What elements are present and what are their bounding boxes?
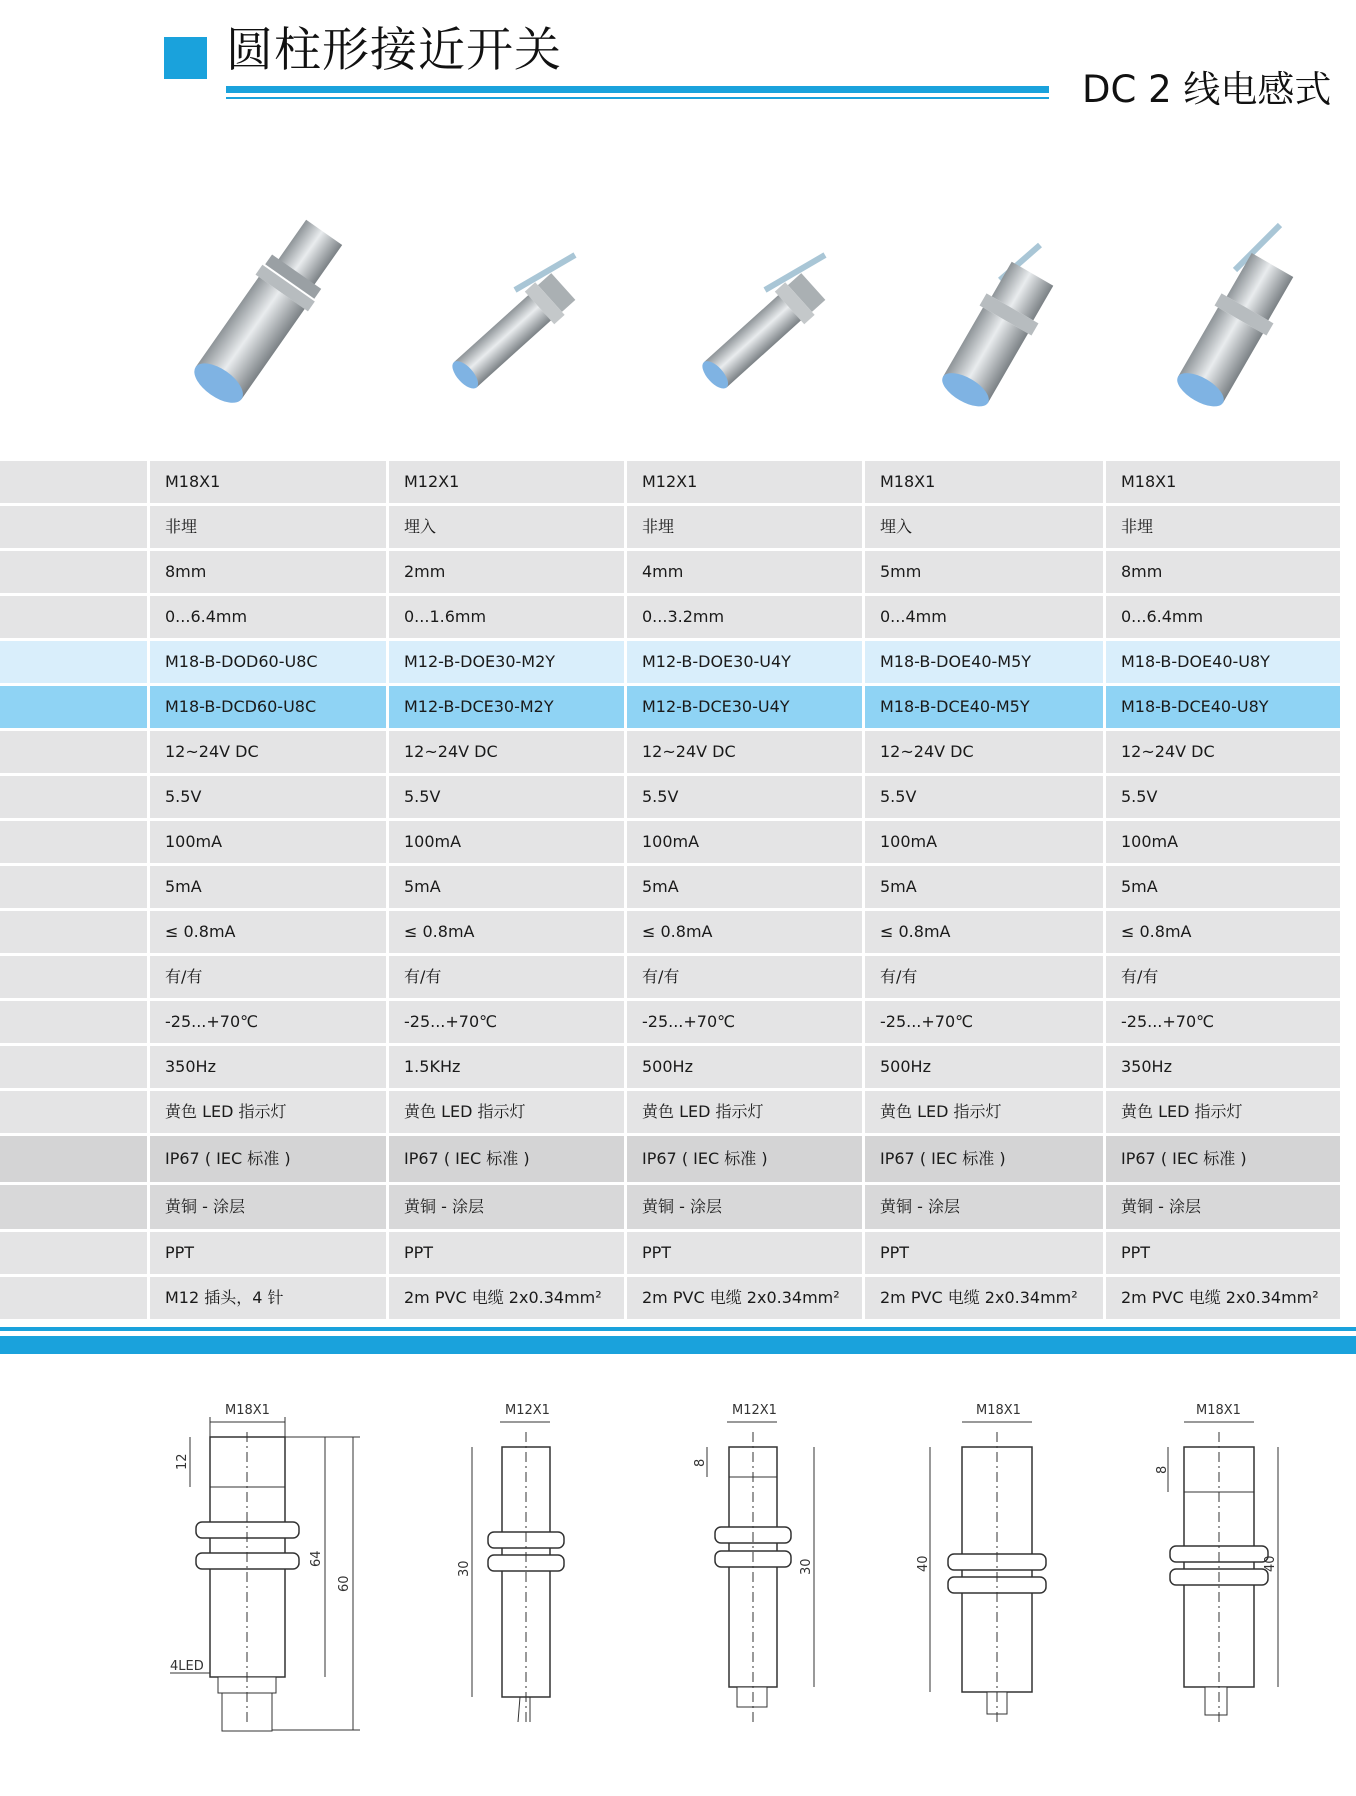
spec-cell: -25...+70℃ — [389, 1001, 627, 1046]
spec-cell: M12X1 — [627, 461, 865, 506]
spec-cell: ≤ 0.8mA — [1106, 911, 1340, 956]
spec-row-label-cell — [0, 1001, 150, 1046]
spec-cell: 12~24V DC — [1106, 731, 1340, 776]
page-title: 圆柱形接近开关 — [226, 23, 562, 78]
spec-cell: M12-B-DOE30-U4Y — [627, 641, 865, 686]
spec-cell: 有/有 — [865, 956, 1106, 1001]
spec-row — [0, 551, 1340, 596]
spec-cell: 有/有 — [389, 956, 627, 1001]
drawing-dim-label: 8 — [1155, 1465, 1170, 1474]
drawing-thread-label: M12X1 — [732, 1403, 777, 1418]
spec-cell: ≤ 0.8mA — [627, 911, 865, 956]
sensor-cable-m18-photo-icon — [890, 210, 1110, 420]
spec-cell: M12-B-DCE30-M2Y — [389, 686, 627, 731]
spec-cell: 埋入 — [865, 506, 1106, 551]
spec-cell: 黄铜 - 涂层 — [1106, 1185, 1340, 1232]
spec-cell: 5.5V — [150, 776, 389, 821]
spec-cell: 2m PVC 电缆 2x0.34mm² — [1106, 1277, 1340, 1322]
spec-cell: ≤ 0.8mA — [389, 911, 627, 956]
title-underline-thin — [226, 97, 1049, 99]
spec-cell: IP67 ( IEC 标准 ) — [627, 1136, 865, 1185]
spec-cell: M18-B-DCE40-U8Y — [1106, 686, 1340, 731]
spec-row-label-cell — [0, 911, 150, 956]
spec-row — [0, 1046, 1340, 1091]
spec-cell: -25...+70℃ — [865, 1001, 1106, 1046]
spec-cell: M12X1 — [389, 461, 627, 506]
spec-cell: 非埋 — [1106, 506, 1340, 551]
spec-cell: 有/有 — [627, 956, 865, 1001]
spec-cell: -25...+70℃ — [1106, 1001, 1340, 1046]
spec-row-label-cell — [0, 686, 150, 731]
spec-cell: 0...4mm — [865, 596, 1106, 641]
spec-cell: 5mA — [150, 866, 389, 911]
spec-cell: 100mA — [1106, 821, 1340, 866]
drawing-dim-label: 30 — [799, 1558, 814, 1575]
spec-row — [0, 1232, 1340, 1277]
spec-cell: IP67 ( IEC 标准 ) — [389, 1136, 627, 1185]
section-divider-thick — [0, 1336, 1356, 1354]
dimension-drawing-5 — [1150, 1392, 1300, 1740]
spec-row — [0, 776, 1340, 821]
spec-row — [0, 686, 1340, 731]
spec-table — [0, 461, 1340, 1322]
spec-cell: 非埋 — [150, 506, 389, 551]
spec-cell: ≤ 0.8mA — [150, 911, 389, 956]
spec-cell: 2m PVC 电缆 2x0.34mm² — [389, 1277, 627, 1322]
title-accent-square — [164, 37, 207, 79]
spec-row-label-cell — [0, 1091, 150, 1136]
product-photo-2 — [405, 210, 625, 420]
dimension-drawing-3 — [692, 1392, 832, 1740]
spec-cell: 2m PVC 电缆 2x0.34mm² — [865, 1277, 1106, 1322]
spec-cell: 5mm — [865, 551, 1106, 596]
spec-cell: 1.5KHz — [389, 1046, 627, 1091]
product-photo-3 — [655, 210, 875, 420]
spec-row — [0, 731, 1340, 776]
spec-cell: IP67 ( IEC 标准 ) — [865, 1136, 1106, 1185]
spec-cell: 0...6.4mm — [150, 596, 389, 641]
spec-cell: 2mm — [389, 551, 627, 596]
spec-cell: 2m PVC 电缆 2x0.34mm² — [627, 1277, 865, 1322]
spec-cell: ≤ 0.8mA — [865, 911, 1106, 956]
spec-cell: 黄色 LED 指示灯 — [389, 1091, 627, 1136]
sensor-cable-m12-photo-icon — [655, 210, 875, 420]
drawing-thread-label: M18X1 — [976, 1403, 1021, 1418]
spec-cell: 12~24V DC — [150, 731, 389, 776]
spec-cell: 12~24V DC — [627, 731, 865, 776]
spec-cell: 5.5V — [627, 776, 865, 821]
dimension-drawing-4 — [910, 1392, 1060, 1740]
spec-cell: 100mA — [389, 821, 627, 866]
spec-cell: 5mA — [1106, 866, 1340, 911]
spec-cell: 非埋 — [627, 506, 865, 551]
spec-cell: 500Hz — [865, 1046, 1106, 1091]
drawing-dim-label: 40 — [1263, 1555, 1278, 1572]
spec-row-label-cell — [0, 641, 150, 686]
spec-cell: 黄色 LED 指示灯 — [150, 1091, 389, 1136]
drawing-dim-label: 60 — [337, 1575, 352, 1592]
drawing-thread-label: M18X1 — [225, 1403, 270, 1418]
spec-cell: M18-B-DOE40-M5Y — [865, 641, 1106, 686]
spec-cell: 350Hz — [150, 1046, 389, 1091]
drawing-dim-label: 40 — [916, 1555, 931, 1572]
spec-cell: M12 插头，4 针 — [150, 1277, 389, 1322]
spec-cell: 5mA — [865, 866, 1106, 911]
dimension-drawing-1 — [160, 1392, 370, 1740]
spec-cell: PPT — [865, 1232, 1106, 1277]
spec-cell: 有/有 — [150, 956, 389, 1001]
spec-cell: 有/有 — [1106, 956, 1340, 1001]
drawing-dim-label: 64 — [309, 1550, 324, 1567]
spec-cell: 黄色 LED 指示灯 — [865, 1091, 1106, 1136]
spec-row — [0, 956, 1340, 1001]
spec-cell: PPT — [150, 1232, 389, 1277]
spec-row — [0, 641, 1340, 686]
spec-cell: M18X1 — [865, 461, 1106, 506]
spec-row-label-cell — [0, 1046, 150, 1091]
spec-cell: 12~24V DC — [389, 731, 627, 776]
spec-cell: 黄铜 - 涂层 — [150, 1185, 389, 1232]
spec-cell: 5.5V — [1106, 776, 1340, 821]
spec-cell: M18-B-DCD60-U8C — [150, 686, 389, 731]
section-divider-thin — [0, 1327, 1356, 1331]
spec-cell: 0...3.2mm — [627, 596, 865, 641]
spec-row-label-cell — [0, 956, 150, 1001]
spec-cell: 埋入 — [389, 506, 627, 551]
spec-row-label-cell — [0, 1136, 150, 1185]
page-subtitle: DC 2 线电感式 — [1082, 68, 1332, 111]
spec-row — [0, 1091, 1340, 1136]
spec-row-label-cell — [0, 821, 150, 866]
spec-cell: IP67 ( IEC 标准 ) — [150, 1136, 389, 1185]
spec-row — [0, 461, 1340, 506]
drawing-thread-label: M18X1 — [1196, 1403, 1241, 1418]
spec-row — [0, 596, 1340, 641]
spec-cell: 8mm — [1106, 551, 1340, 596]
spec-row-label-cell — [0, 1277, 150, 1322]
drawing-dim-label: 8 — [693, 1458, 708, 1467]
spec-row — [0, 911, 1340, 956]
spec-cell: M12-B-DCE30-U4Y — [627, 686, 865, 731]
spec-row-label-cell — [0, 866, 150, 911]
title-underline — [226, 86, 1049, 93]
spec-row — [0, 506, 1340, 551]
spec-row-label-cell — [0, 461, 150, 506]
drawing-dim-label: 30 — [457, 1560, 472, 1577]
spec-cell: -25...+70℃ — [150, 1001, 389, 1046]
spec-cell: 100mA — [150, 821, 389, 866]
spec-cell: 5mA — [389, 866, 627, 911]
spec-cell: 8mm — [150, 551, 389, 596]
spec-row — [0, 1277, 1340, 1322]
spec-cell: 黄色 LED 指示灯 — [1106, 1091, 1340, 1136]
spec-cell: 350Hz — [1106, 1046, 1340, 1091]
spec-cell: 5.5V — [865, 776, 1106, 821]
spec-row-label-cell — [0, 596, 150, 641]
spec-cell: 500Hz — [627, 1046, 865, 1091]
spec-cell: M18X1 — [150, 461, 389, 506]
spec-cell: M18-B-DCE40-M5Y — [865, 686, 1106, 731]
spec-row-label-cell — [0, 731, 150, 776]
spec-row-label-cell — [0, 776, 150, 821]
spec-cell: 0...1.6mm — [389, 596, 627, 641]
sensor-connector-m18-photo-icon — [165, 210, 385, 420]
drawing-thread-label: M12X1 — [505, 1403, 550, 1418]
spec-cell: 黄色 LED 指示灯 — [627, 1091, 865, 1136]
spec-cell: 黄铜 - 涂层 — [389, 1185, 627, 1232]
product-photo-4 — [890, 210, 1110, 420]
spec-cell: PPT — [389, 1232, 627, 1277]
product-photo-5 — [1125, 210, 1345, 420]
drawing-led-note: 4LED — [170, 1659, 204, 1674]
spec-cell: PPT — [627, 1232, 865, 1277]
spec-row — [0, 1185, 1340, 1232]
spec-row — [0, 1136, 1340, 1185]
spec-row-label-cell — [0, 551, 150, 596]
spec-row — [0, 821, 1340, 866]
spec-cell: M18X1 — [1106, 461, 1340, 506]
spec-row — [0, 866, 1340, 911]
spec-cell: M12-B-DOE30-M2Y — [389, 641, 627, 686]
spec-cell: 100mA — [627, 821, 865, 866]
spec-cell: M18-B-DOD60-U8C — [150, 641, 389, 686]
product-photo-1 — [165, 210, 385, 420]
spec-row-label-cell — [0, 1185, 150, 1232]
spec-cell: 0...6.4mm — [1106, 596, 1340, 641]
spec-cell: -25...+70℃ — [627, 1001, 865, 1046]
spec-cell: 12~24V DC — [865, 731, 1106, 776]
spec-row-label-cell — [0, 1232, 150, 1277]
spec-cell: 4mm — [627, 551, 865, 596]
spec-cell: 黄铜 - 涂层 — [627, 1185, 865, 1232]
spec-row-label-cell — [0, 506, 150, 551]
dimension-drawing-2 — [450, 1392, 590, 1740]
spec-cell: 5mA — [627, 866, 865, 911]
spec-cell: IP67 ( IEC 标准 ) — [1106, 1136, 1340, 1185]
spec-cell: 100mA — [865, 821, 1106, 866]
spec-cell: 5.5V — [389, 776, 627, 821]
sensor-cable-m18-photo-icon — [1125, 210, 1345, 420]
sensor-cable-m12-photo-icon — [405, 210, 625, 420]
spec-cell: M18-B-DOE40-U8Y — [1106, 641, 1340, 686]
spec-row — [0, 1001, 1340, 1046]
spec-cell: 黄铜 - 涂层 — [865, 1185, 1106, 1232]
drawing-dim-label: 12 — [175, 1453, 190, 1470]
spec-cell: PPT — [1106, 1232, 1340, 1277]
